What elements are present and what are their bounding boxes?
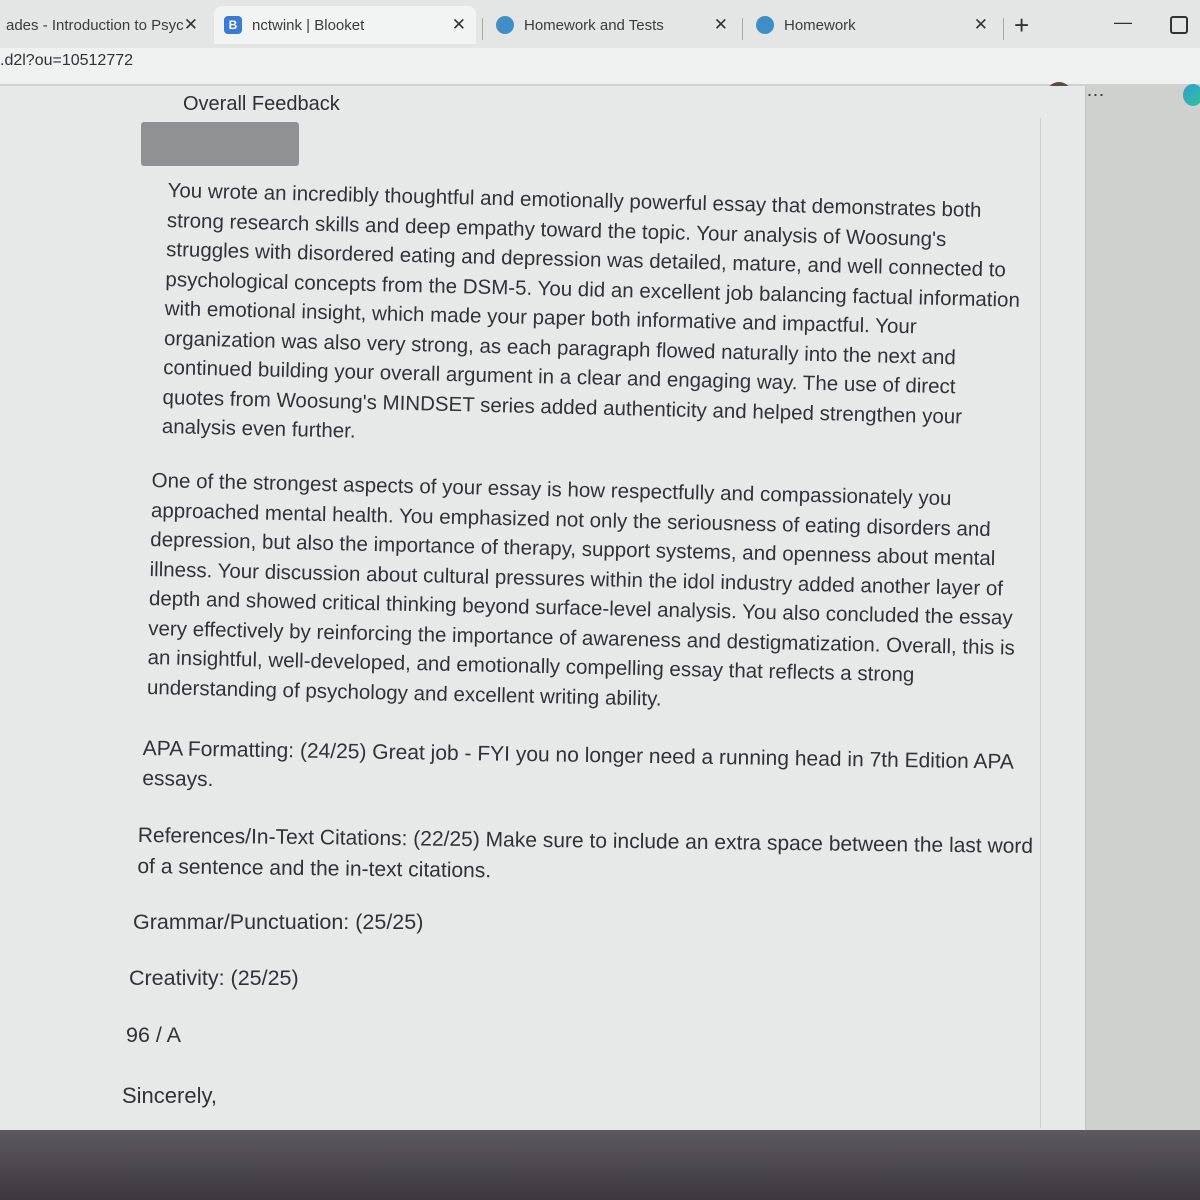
feedback-paragraph-2: One of the strongest aspects of your essay is how respectfully and compassionately you approached mental health. You emphasized not only the seriousness of eating disorders and depression, but also the importance of therapy, support systems, and openness about mental illness. Your discussion about cultural pressures within the idol industry added another layer of depth and showed critical thinking beyond surface-level analysis. You also concluded the essay very effectively by reinforcing the importance of awareness and destigmatization. Overall, this is an insightful, well-developed, and emotionally compelling essay that reflects a strong understanding of psychology and excellent writing ability. <box>146 468 1016 711</box>
page-title: Overall Feedback <box>183 93 340 115</box>
closing-text: Sincerely, <box>122 1083 217 1108</box>
final-grade: 96 / A <box>126 1023 181 1047</box>
more-menu-icon[interactable]: ⋯ <box>1086 84 1105 105</box>
close-icon[interactable]: ✕ <box>713 15 728 34</box>
site-icon <box>496 16 514 34</box>
maximize-button[interactable] <box>1170 16 1188 34</box>
laptop-bezel <box>0 1130 1200 1200</box>
feedback-paragraph-1: You wrote an incredibly thoughtful and emotionally powerful essay that demonstrates both strong research skills and deep empathy toward the topic. Your analysis of Woosung's struggles with disordered eating and depression was detailed, mature, and well connected to psychological concepts from the DSM-5. You did an excellent job balancing factual information with emotional insight, which made your paper both informative and impactful. Your organization was also very strong, as each paragraph flowed naturally into the next and continued building your overall argument in a clear and engaging way. The use of direct quotes from Woosung's MINDSET series added authenticity and helped strengthen your analysis even further. <box>161 178 1021 443</box>
address-bar[interactable] <box>0 48 1200 84</box>
tab-homework[interactable] <box>746 6 998 44</box>
minimize-button[interactable]: — <box>1114 12 1132 32</box>
url-text[interactable]: .d2l?ou=10512772 <box>0 52 134 69</box>
tab-homework-tests[interactable] <box>486 6 738 44</box>
grammar-score: Grammar/Punctuation: (25/25) <box>133 910 424 934</box>
close-icon[interactable]: ✕ <box>183 15 198 34</box>
close-icon[interactable]: ✕ <box>973 15 988 34</box>
tab-grades[interactable] <box>0 6 208 44</box>
tab-bar <box>0 0 1200 49</box>
tab-divider <box>742 18 743 40</box>
new-tab-button[interactable]: + <box>1014 10 1030 40</box>
site-icon <box>756 16 774 34</box>
redacted-name <box>141 122 299 166</box>
tab-label: Homework and Tests <box>524 16 664 34</box>
references-feedback: References/In-Text Citations: (22/25) Make sure to include an extra space between the last word of a sentence and the in-text citations. <box>137 823 1034 883</box>
apa-feedback: APA Formatting: (24/25) Great job - FYI you no longer need a running head in 7th Edition APA essays. <box>142 736 1013 792</box>
tab-label: Homework <box>784 16 856 34</box>
tab-label: ades - Introduction to Psyc <box>6 16 184 34</box>
side-pane-divider <box>1040 118 1041 1128</box>
tab-divider <box>482 18 483 40</box>
creativity-score: Creativity: (25/25) <box>129 966 299 990</box>
tab-blooket[interactable] <box>214 6 476 44</box>
blooket-icon: B <box>224 16 242 34</box>
tab-divider <box>1003 18 1004 40</box>
edge-copilot-icon[interactable] <box>1183 84 1200 106</box>
tab-label: nctwink | Blooket <box>252 16 365 34</box>
close-icon[interactable]: ✕ <box>451 15 466 34</box>
